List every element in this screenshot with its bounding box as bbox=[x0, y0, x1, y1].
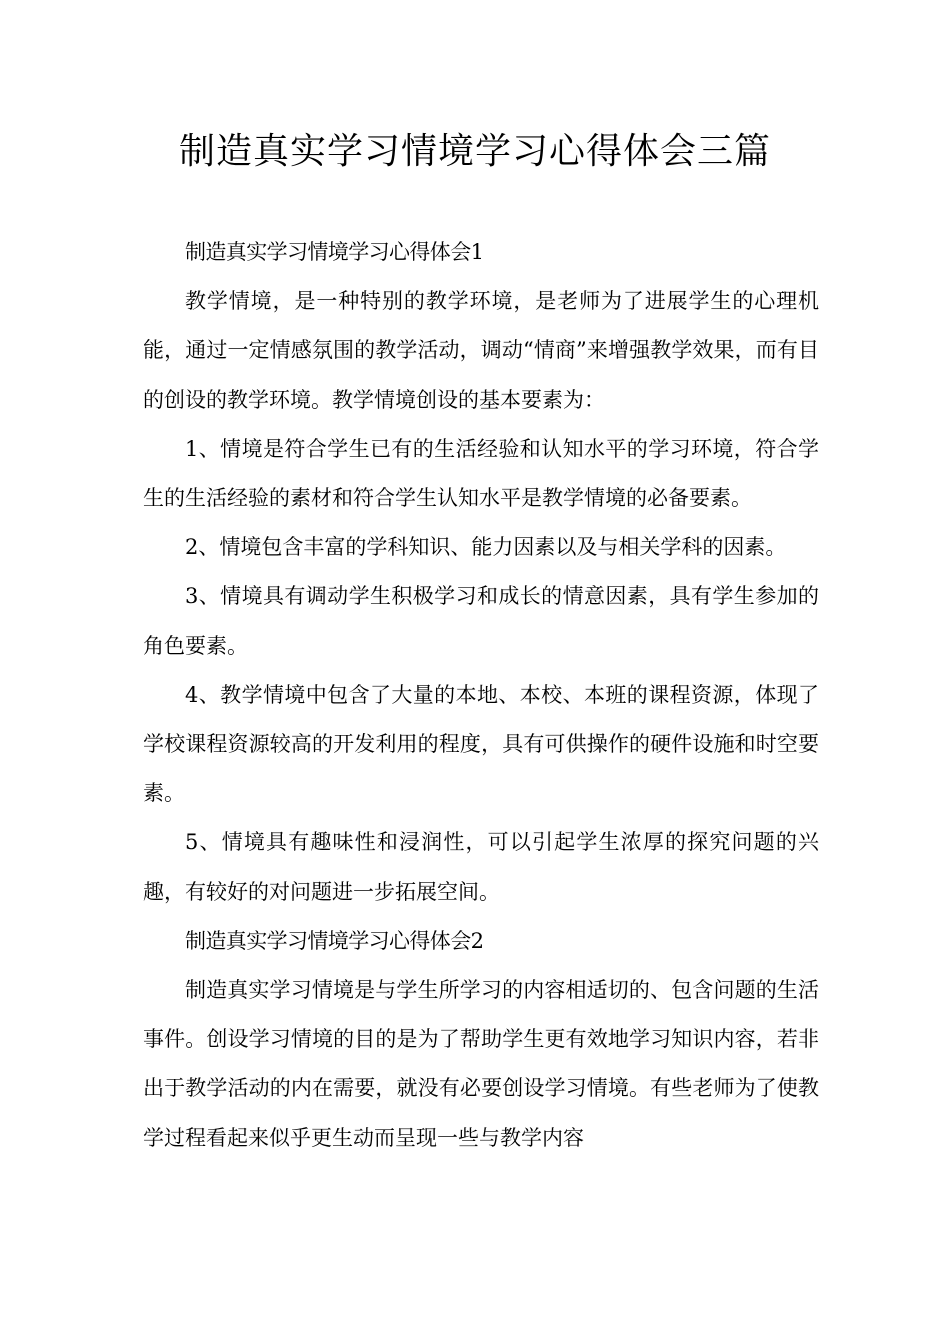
paragraph: 1、情境是符合学生已有的生活经验和认知水平的学习环境，符合学生的生活经验的素材和符合学生认知水平是教学情境的必备要素。 bbox=[143, 436, 819, 511]
paragraph: 3、情境具有调动学生积极学习和成长的情意因素，具有学生参加的角色要素。 bbox=[143, 584, 819, 658]
paragraph: 2、情境包含丰富的学科知识、能力因素以及与相关学科的因素。 bbox=[185, 535, 787, 560]
paragraph: 5、情境具有趣味性和浸润性，可以引起学生浓厚的探究问题的兴趣，有较好的对问题进一步拓展空间。 bbox=[143, 830, 819, 904]
paragraph: 制造真实学习情境是与学生所学习的内容相适切的、包含问题的生活事件。创设学习情境的目的是为了帮助学生更有效地学习知识内容，若非出于教学活动的内在需要，就没有必要创设学习情境。有些老师为了使教学过程看起来似乎更生动而呈现一些与教学内容 bbox=[143, 978, 819, 1150]
section-heading: 制造真实学习情境学习心得体会2 bbox=[185, 928, 484, 953]
paragraph: 4、教学情境中包含了大量的本地、本校、本班的课程资源，体现了学校课程资源较高的开发利用的程度，具有可供操作的硬件设施和时空要素。 bbox=[143, 682, 819, 806]
document-body bbox=[143, 228, 819, 1163]
document-title: 制造真实学习情境学习心得体会三篇 bbox=[178, 131, 771, 172]
paragraph: 教学情境，是一种特别的教学环境，是老师为了进展学生的心理机能，通过一定情感氛围的教学活动，调动“情商”来增强教学效果，而有目的创设的教学环境。教学情境创设的基本要素为： bbox=[143, 289, 819, 412]
section-heading: 制造真实学习情境学习心得体会1 bbox=[185, 240, 484, 264]
